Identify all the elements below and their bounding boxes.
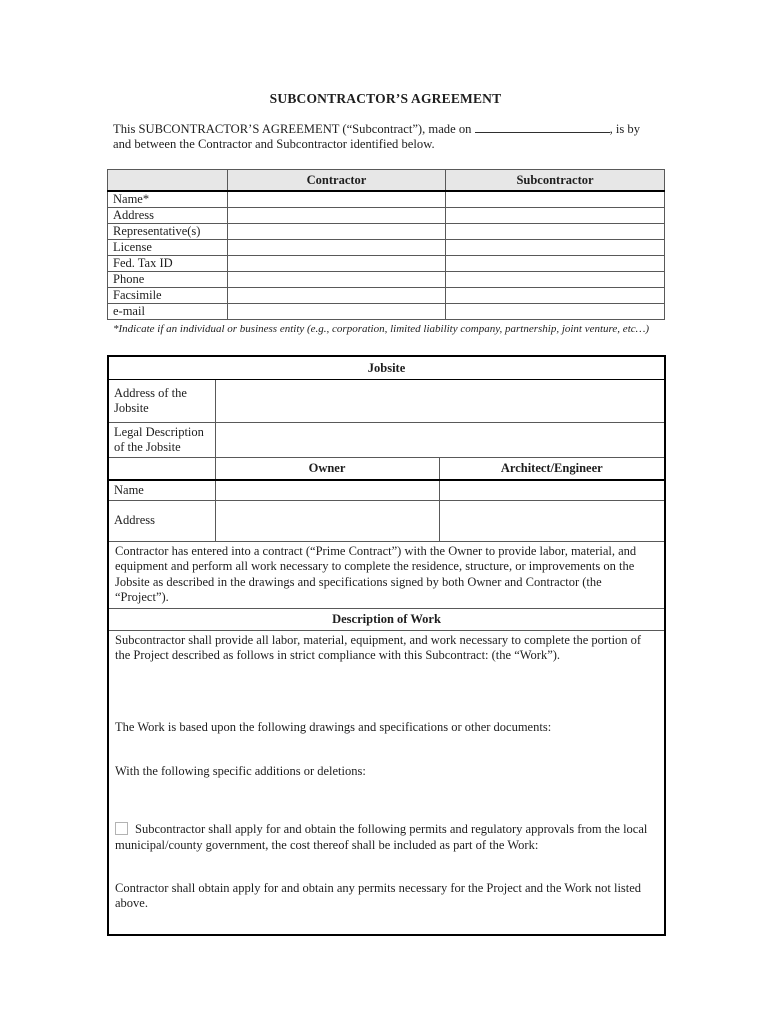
jobsite-address-input-cell[interactable] — [215, 380, 665, 423]
subcontractor-input-cell[interactable] — [446, 271, 665, 287]
subcontractor-column-header: Subcontractor — [446, 170, 665, 191]
table-row — [108, 287, 665, 303]
intro-line-2: and between the Contractor and Subcontractor identified below. — [113, 137, 435, 152]
row-label: Representative(s) — [108, 223, 228, 239]
jobsite-table — [107, 355, 666, 936]
intro-text-before-blank: This SUBCONTRACTOR’S AGREEMENT (“Subcontract”), made on — [113, 122, 475, 136]
owner-column-header: Owner — [215, 458, 439, 480]
row-label: Phone — [108, 271, 228, 287]
row-label: Facsimile — [108, 287, 228, 303]
parties-table — [107, 169, 665, 320]
date-blank-field[interactable] — [475, 121, 610, 133]
parties-header-row — [108, 170, 665, 191]
contractor-input-cell[interactable] — [228, 271, 446, 287]
subcontractor-input-cell[interactable] — [446, 239, 665, 255]
subcontractor-input-cell[interactable] — [446, 191, 665, 208]
intro-text-after-blank: , is by — [609, 122, 641, 136]
parties-header-empty-cell — [108, 170, 228, 191]
table-row — [108, 207, 665, 223]
permits-checkbox-paragraph — [115, 822, 657, 853]
architect-engineer-column-header: Architect/Engineer — [439, 458, 665, 480]
jobsite-title-row — [108, 356, 665, 380]
description-of-work-header: Description of Work — [108, 608, 665, 630]
subcontractor-input-cell[interactable] — [446, 255, 665, 271]
drawings-paragraph: The Work is based upon the following drawings and specifications or other documents: — [115, 720, 552, 735]
legal-description-input-cell[interactable] — [215, 423, 665, 458]
description-of-work-header-row — [108, 608, 665, 630]
table-row — [108, 303, 665, 319]
permits-checkbox[interactable] — [115, 822, 128, 835]
intro-paragraph — [107, 121, 667, 152]
table-row — [108, 380, 665, 423]
intro-line-1 — [113, 121, 667, 137]
table-row — [108, 500, 665, 541]
contractor-input-cell[interactable] — [228, 287, 446, 303]
row-label: e-mail — [108, 303, 228, 319]
document-title: SUBCONTRACTOR’S AGREEMENT — [269, 91, 502, 106]
table-row — [108, 255, 665, 271]
table-row — [108, 223, 665, 239]
row-label: Address of the Jobsite — [108, 380, 215, 423]
row-label: Address — [108, 207, 228, 223]
table-row — [108, 271, 665, 287]
contractor-permits-paragraph: Contractor shall obtain apply for and obtain any permits necessary for the Project and the Work not listed above. — [115, 880, 642, 911]
table-row — [108, 480, 665, 501]
row-label: Address — [108, 500, 215, 541]
subcontractor-input-cell[interactable] — [446, 303, 665, 319]
table-row — [108, 239, 665, 255]
owner-name-input-cell[interactable] — [215, 480, 439, 501]
work-scope-paragraph: Subcontractor shall provide all labor, material, equipment, and work necessary to complete the portion of the Project described as follows in strict compliance with this Subcontract: (the “Work”). — [115, 632, 642, 662]
entity-footnote: *Indicate if an individual or business entity (e.g., corporation, limited liability company, partnership, joint venture, etc…) — [113, 322, 650, 335]
architect-address-input-cell[interactable] — [439, 500, 665, 541]
architect-name-input-cell[interactable] — [439, 480, 665, 501]
owner-address-input-cell[interactable] — [215, 500, 439, 541]
prime-contract-paragraph: Contractor has entered into a contract (“Prime Contract”) with the Owner to provide labor, material, and equipment and perform all work necessary to complete the residence, structure, or improvements on the Jobsite as described in the drawings and specifications signed by both Owner and Contractor (the “Project”). — [108, 541, 665, 608]
subheader-empty-cell — [108, 458, 215, 480]
row-label: Fed. Tax ID — [108, 255, 228, 271]
contractor-input-cell[interactable] — [228, 255, 446, 271]
row-label: Legal Description of the Jobsite — [108, 423, 215, 458]
contractor-column-header: Contractor — [228, 170, 446, 191]
row-label: Name — [108, 480, 215, 501]
contractor-input-cell[interactable] — [228, 239, 446, 255]
contractor-input-cell[interactable] — [228, 191, 446, 208]
contractor-input-cell[interactable] — [228, 223, 446, 239]
table-row — [108, 423, 665, 458]
owner-architect-header-row — [108, 458, 665, 480]
description-of-work-content-row — [108, 630, 665, 935]
prime-contract-row — [108, 541, 665, 608]
row-label: Name* — [108, 191, 228, 208]
contractor-input-cell[interactable] — [228, 303, 446, 319]
permits-checkbox-text: Subcontractor shall apply for and obtain the following permits and regulatory approvals from the local municipal/county government, the cost thereof shall be included as part of the Work: — [115, 822, 648, 852]
table-row — [108, 191, 665, 208]
additions-deletions-paragraph: With the following specific additions or deletions: — [115, 763, 366, 778]
subcontractor-input-cell[interactable] — [446, 207, 665, 223]
subcontractor-input-cell[interactable] — [446, 287, 665, 303]
description-of-work-content — [108, 630, 665, 935]
row-label: License — [108, 239, 228, 255]
jobsite-header: Jobsite — [108, 356, 665, 380]
subcontractor-input-cell[interactable] — [446, 223, 665, 239]
contractor-input-cell[interactable] — [228, 207, 446, 223]
